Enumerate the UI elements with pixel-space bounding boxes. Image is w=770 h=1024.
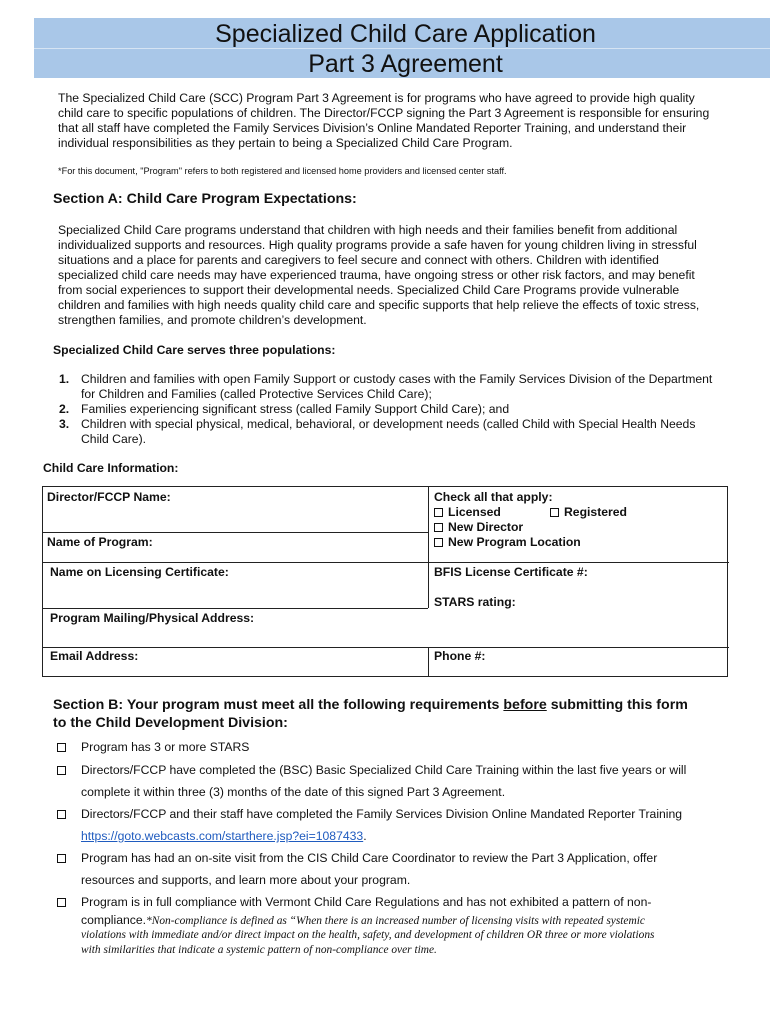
section-a-line: Specialized Child Care programs understand that children with high needs and their families benefit from additional [58, 223, 678, 237]
populations-heading: Specialized Child Care serves three populations: [53, 343, 336, 357]
section-a-line: from social experiences to support their developmental needs. Specialized Child Care Programs provide vulnerable [58, 283, 680, 297]
intro-line: individual responsibilities as they pertain to being a Specialized Child Care Program. [58, 136, 513, 150]
table-divider [43, 532, 428, 533]
table-divider [428, 647, 429, 677]
title-banner [34, 18, 770, 78]
intro-line: The Specialized Child Care (SCC) Program Part 3 Agreement is for programs who have agreed to provide high quality [58, 91, 695, 105]
population-number: 3. [59, 417, 70, 431]
section-a-line: situations and a place for parents and caregivers to feel secure and connect with others. Children with identified [58, 253, 659, 267]
section-a-heading: Section A: Child Care Program Expectations: [53, 191, 357, 207]
program-name-field[interactable]: Name of Program: [47, 535, 153, 549]
population-text: Child Care). [81, 432, 147, 446]
check-all-label: Check all that apply: [434, 490, 553, 504]
checkbox-icon [57, 898, 66, 907]
email-field[interactable]: Email Address: [50, 649, 139, 663]
noncompliance-definition: with similarities that indicate a systemic pattern of non-compliance over time. [81, 944, 437, 956]
population-item [59, 402, 749, 418]
table-divider [43, 562, 729, 563]
page-subtitle: Part 3 Agreement [308, 50, 503, 78]
section-a-line: children and families with high needs quality child care and specific supports that help relieve the effects of toxic stress, [58, 298, 700, 312]
director-name-field[interactable]: Director/FCCP Name: [47, 490, 171, 504]
intro-paragraph [58, 91, 709, 151]
requirement-text: Program has 3 or more STARS [81, 740, 250, 754]
population-item [59, 417, 749, 449]
new-location-checkbox[interactable]: New Program Location [434, 535, 581, 549]
section-a-line: specialized child care needs may have experienced trauma, have ongoing stress or other risk factors, and may benefit [58, 268, 695, 282]
registered-checkbox[interactable]: Registered [550, 505, 627, 519]
training-link[interactable]: https://goto.webcasts.com/starthere.jsp?ei=1087433 [81, 829, 364, 843]
population-item [59, 372, 749, 404]
training-link-line: https://goto.webcasts.com/starthere.jsp?ei=1087433. [81, 829, 367, 843]
intro-footnote: *For this document, "Program" refers to both registered and licensed home providers and licensed center staff. [58, 166, 507, 176]
requirement-text-line2: compliance.*Non-compliance is defined as “When there is an increased number of licensing visits with repeated systemic [81, 913, 645, 927]
checkbox-icon [550, 508, 559, 517]
section-b-heading-line2: to the Child Development Division: [53, 715, 288, 731]
requirement-text: Directors/FCCP and their staff have completed the Family Services Division Online Mandated Reporter Training [81, 807, 683, 821]
new-director-checkbox[interactable]: New Director [434, 520, 523, 534]
requirement-item[interactable] [57, 851, 747, 891]
requirement-item[interactable] [57, 740, 747, 756]
requirement-item[interactable] [57, 895, 757, 965]
population-text: Children and families with open Family Support or custody cases with the Family Services Division of the Department [81, 372, 713, 386]
requirement-text: Directors/FCCP have completed the (BSC) Basic Specialized Child Care Training within the last five years or will [81, 763, 687, 777]
stars-rating-field[interactable]: STARS rating: [434, 595, 516, 609]
population-text: for Children and Families (called Protective Services Child Care); [81, 387, 432, 401]
population-text: Children with special physical, medical, behavioral, or development needs (called Child with Special Health Needs [81, 417, 696, 431]
requirement-text: resources and supports, and learn more about your program. [81, 873, 411, 887]
requirement-item[interactable] [57, 807, 747, 847]
table-divider [428, 487, 429, 608]
noncompliance-definition: *Non-compliance is defined as “When there is an increased number of licensing visits with repeated systemic [146, 915, 645, 927]
section-a-line: strengthen families, and promote children’s development. [58, 313, 367, 327]
requirement-text: Program is in full compliance with Vermont Child Care Regulations and has not exhibited a pattern of non- [81, 895, 652, 909]
emphasis-before: before [503, 697, 547, 713]
section-a-line: individualized supports and resources. High quality programs provide a safe haven for young children living in stressful [58, 238, 697, 252]
requirement-item[interactable] [57, 763, 747, 803]
title-divider [34, 48, 770, 49]
intro-line: child care to specific populations of children. The Director/FCCP signing the Part 3 Agreement is responsible for ensuring [58, 106, 710, 120]
population-number: 1. [59, 372, 70, 386]
population-number: 2. [59, 402, 70, 416]
licensed-checkbox[interactable]: Licensed [434, 505, 501, 519]
child-care-info-table [42, 486, 728, 677]
checkbox-icon [57, 810, 66, 819]
section-a-paragraph [58, 223, 699, 328]
checkbox-icon [57, 766, 66, 775]
checkbox-icon [434, 523, 443, 532]
table-divider [43, 647, 729, 648]
requirement-text: Program has had an on-site visit from the CIS Child Care Coordinator to review the Part 3 Application, offer [81, 851, 658, 865]
checkbox-icon [57, 743, 66, 752]
page-title: Specialized Child Care Application [215, 20, 596, 48]
child-care-info-heading: Child Care Information: [43, 461, 179, 475]
phone-field[interactable]: Phone #: [434, 649, 486, 663]
table-divider [43, 608, 428, 609]
intro-line: that all staff have completed the Family Services Division’s Online Mandated Reporter Training, and understand their [58, 121, 687, 135]
bfis-license-field[interactable]: BFIS License Certificate #: [434, 565, 588, 579]
population-text: Families experiencing significant stress (called Family Support Child Care); and [81, 402, 510, 416]
section-b-heading: Section B: Your program must meet all the following requirements before submitting this form [53, 697, 688, 713]
requirement-text: complete it within three (3) months of the date of this signed Part 3 Agreement. [81, 785, 506, 799]
address-field[interactable]: Program Mailing/Physical Address: [50, 611, 255, 625]
checkbox-icon [434, 508, 443, 517]
noncompliance-definition: violations with immediate and/or direct impact on the health, safety, and development of children OR three or more violations [81, 929, 655, 941]
licensing-certificate-field[interactable]: Name on Licensing Certificate: [50, 565, 229, 579]
checkbox-icon [434, 538, 443, 547]
checkbox-icon [57, 854, 66, 863]
